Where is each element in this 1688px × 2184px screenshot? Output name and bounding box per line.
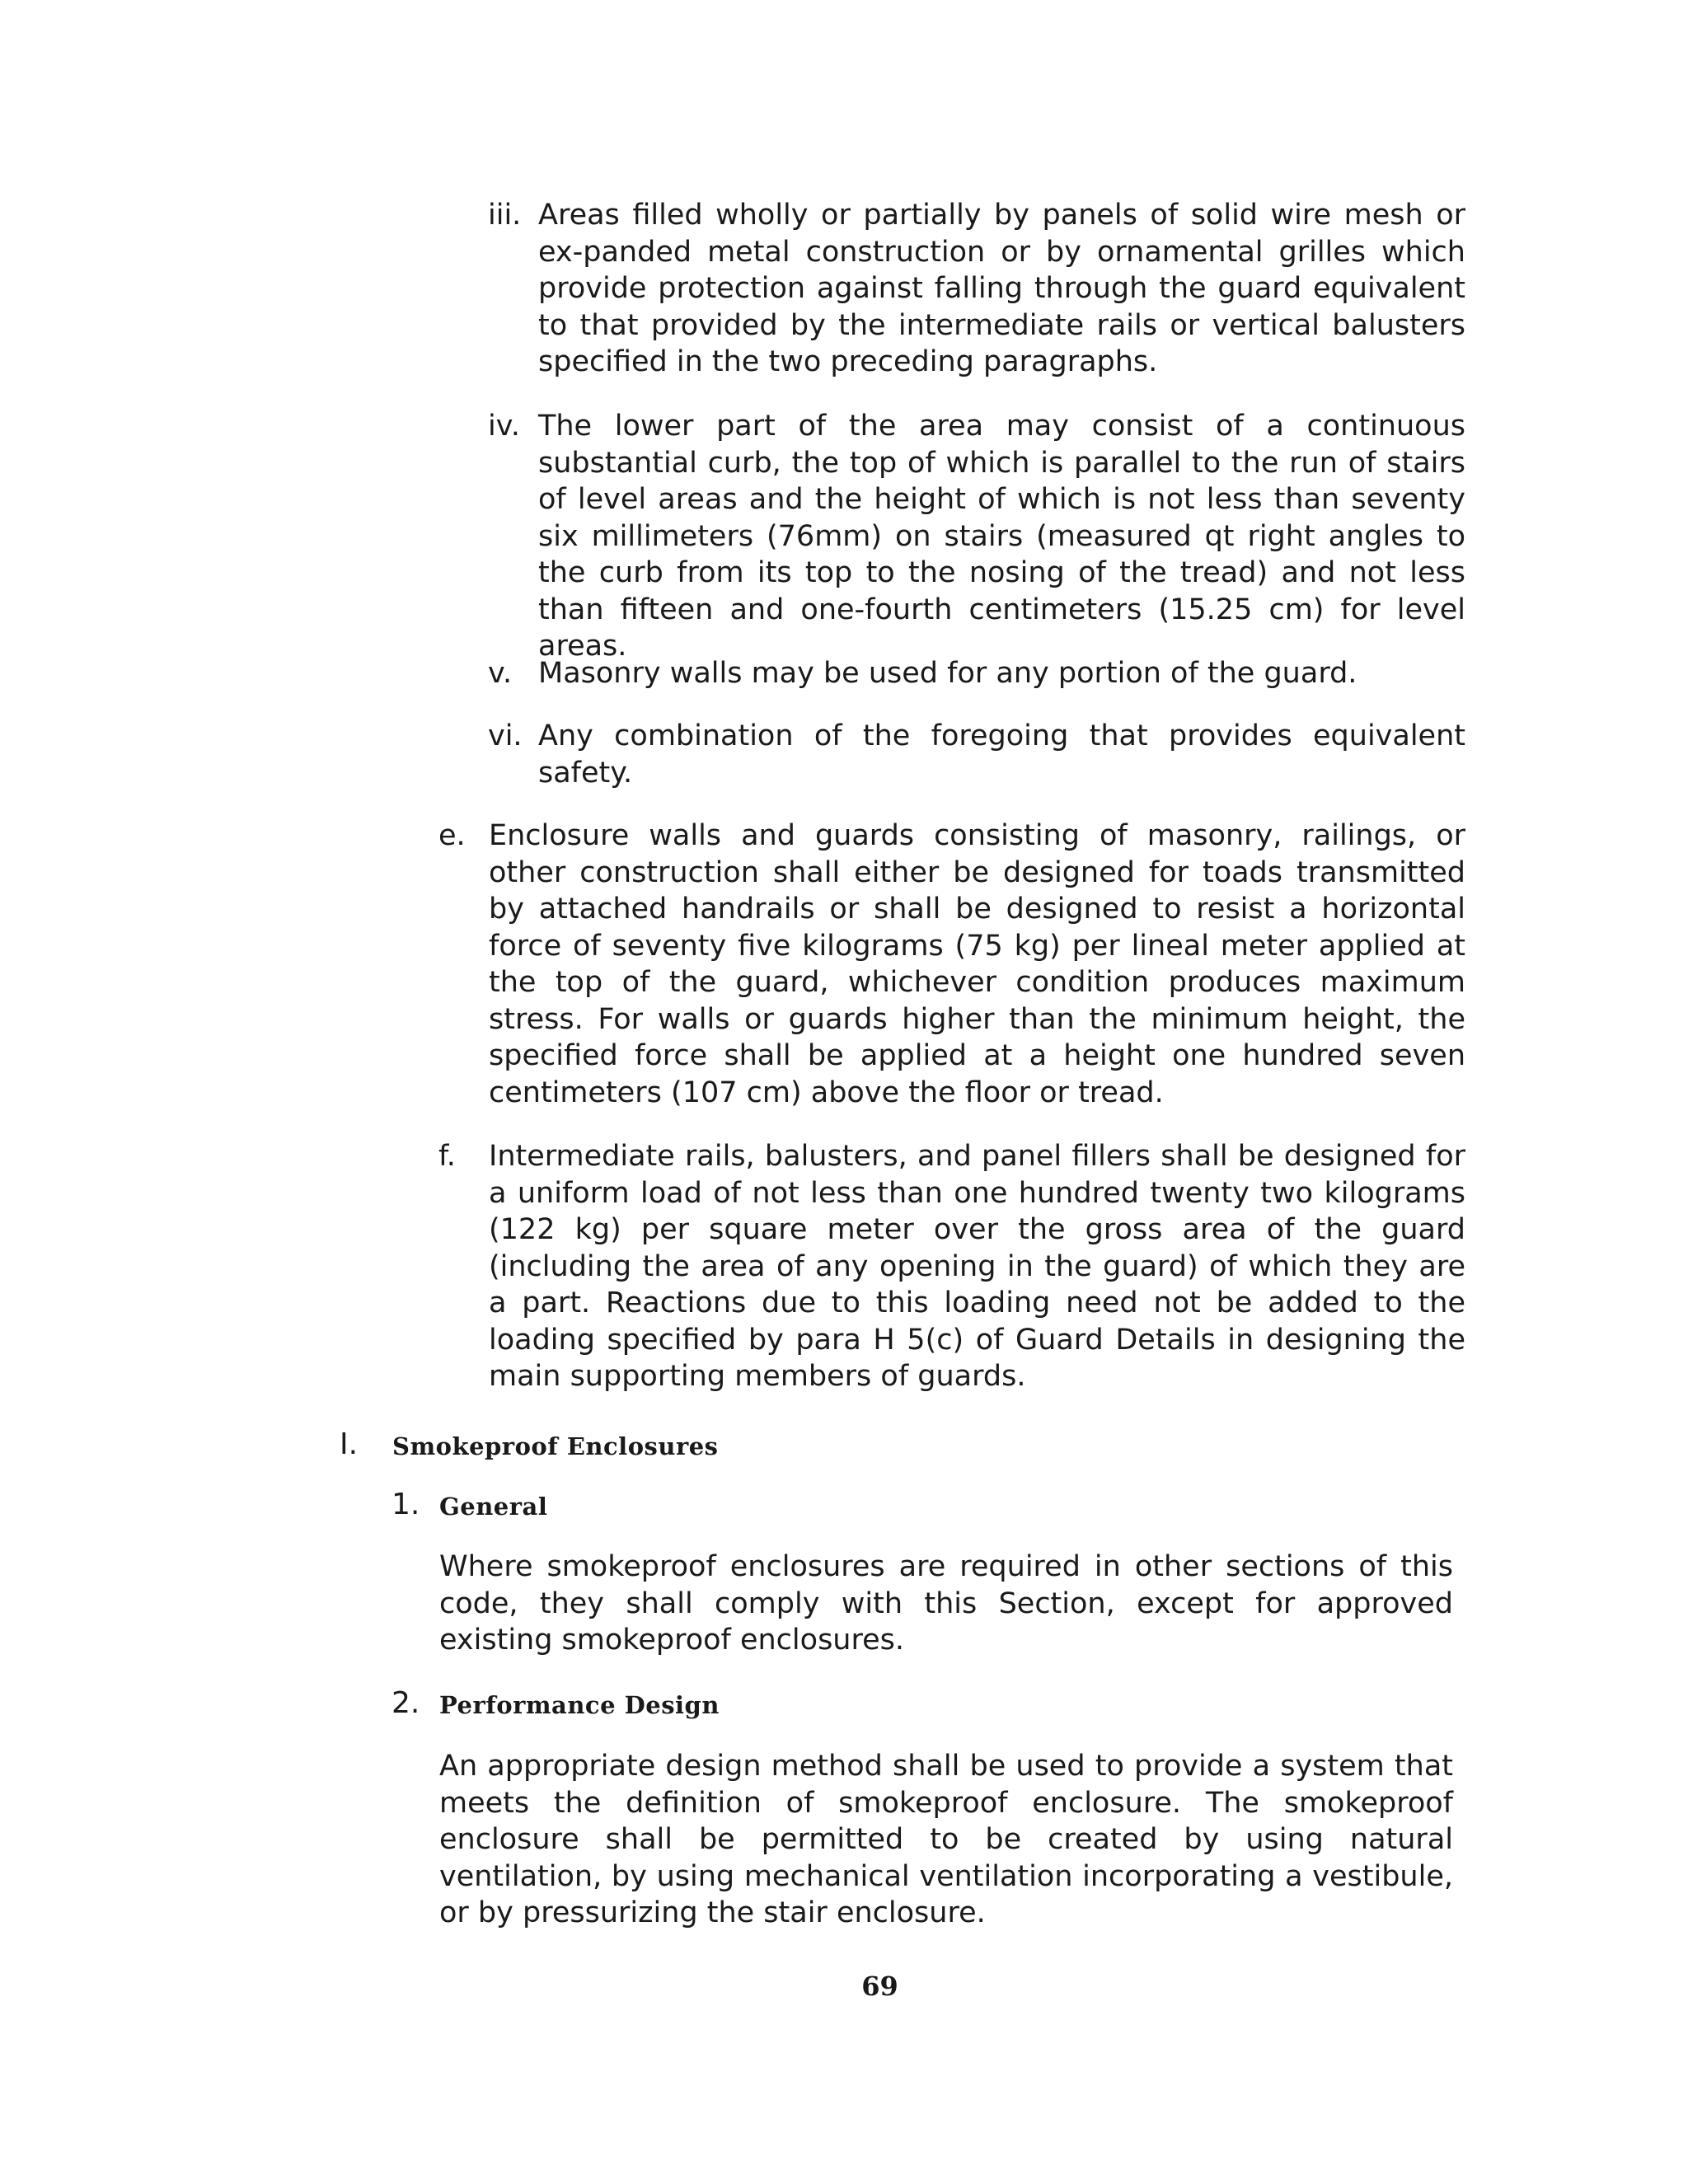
section-marker: I. [340,1427,359,1461]
list-item-iii [488,197,1465,381]
list-item-text: Masonry walls may be used for any portion of the guard. [538,657,1357,690]
section-title: Smokeproof Enclosures [392,1432,719,1460]
list-marker: iii. [488,199,522,232]
list-item-f [438,1138,1465,1395]
list-marker: e. [438,819,466,852]
subsection-marker: 1. [392,1488,420,1521]
section-heading [340,1424,1081,1465]
subsection-title: General [439,1493,548,1521]
list-marker: v. [488,657,513,690]
paragraph-text: An appropriate design method shall be used to provide a system that meets the definition of smokeproof enclosure. The smokeproof enclosure shall be permitted to be created by using natural ventilation, by using mechanical ventilation incorporating a vestibule, or by pressurizing the stair enclosure. [439,1750,1453,1929]
list-item-e [438,818,1465,1111]
list-item-iv [488,408,1465,665]
list-item-vi [488,718,1465,791]
list-item-text: The lower part of the area may consist of a continuous substantial curb, the top of which is parallel to the run of stairs of level areas and the height of which is not less than seventy six millimeters (76mm) on stairs (measured qt right angles to the curb from its top to the nosing of the tread) and not less than fifteen and one-fourth centimeters (15.25 cm) for level areas. [538,410,1465,663]
paragraph-general [439,1549,1453,1659]
list-marker: f. [438,1140,456,1173]
subsection-title: Performance Design [439,1691,720,1719]
list-item-text: Enclosure walls and guards consisting of masonry, railings, or other construction shall either be designed for toads transmitted by attached handrails or shall be designed to resist a horizontal force of seventy five kilograms (75 kg) per lineal meter applied at the top of the guard, whichever condition produces maximum stress. For walls or guards higher than the minimum height, the specified force shall be applied at a height one hundred seven centimeters (107 cm) above the floor or tread. [489,819,1465,1109]
list-marker: vi. [488,719,523,752]
subsection-heading-general [392,1484,1133,1526]
list-item-text: Any combination of the foregoing that provides equivalent safety. [538,719,1465,790]
subsection-marker: 2. [392,1686,420,1720]
list-item-text: Intermediate rails, balusters, and panel fillers shall be designed for a uniform load of not less than one hundred twenty two kilograms (122 kg) per square meter over the gross area of the guard (including the area of any opening in the guard) of which they are a part. Reactions due to this loading need not be added to the loading specified by para H 5(c) of Guard Details in designing the main supporting members of guards. [489,1140,1465,1393]
paragraph-performance-design [439,1748,1453,1932]
page-number: 69 [861,1971,898,2002]
paragraph-text: Where smokeproof enclosures are required in other sections of this code, they shall comply with this Section, except for approved existing smokeproof enclosures. [439,1550,1453,1657]
list-marker: iv. [488,410,520,443]
list-item-v [488,655,1465,692]
list-item-text: Areas filled wholly or partially by panels of solid wire mesh or ex-panded metal construction or by ornamental grilles which provide protection against falling through the guard equivalent to that provided by the intermediate rails or vertical balusters specified in the two preceding paragraphs. [538,199,1465,378]
subsection-heading-performance-design [392,1683,1133,1724]
